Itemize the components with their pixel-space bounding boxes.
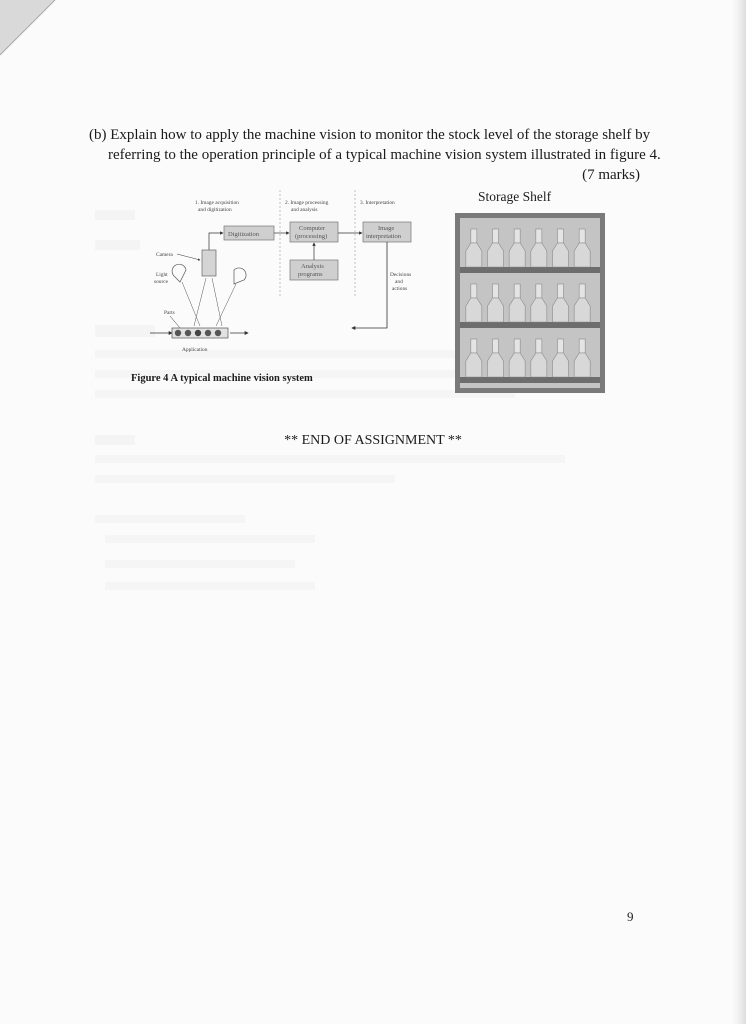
view-line-right: [212, 278, 222, 326]
question-line-2: referring to the operation principle of a typical machine vision system illustrated in figure 4.: [108, 147, 661, 163]
computer-label-line-1: Computer: [299, 225, 325, 232]
shelf-board-3: [460, 377, 600, 383]
stage-1-label-line-2: and digitization: [198, 207, 232, 213]
stage-1-label-line-1: 1. Image acquisition: [195, 200, 239, 206]
machine-vision-diagram: [130, 188, 430, 368]
camera-pointer: [177, 254, 200, 260]
arrow-camera-to-digitization: [209, 233, 223, 250]
question-marks: (7 marks): [582, 167, 640, 183]
view-line-left: [194, 278, 206, 326]
light-ray-left: [182, 282, 200, 326]
light-ray-right: [216, 284, 236, 326]
digitization-label: Digitization: [228, 231, 260, 238]
image-interpretation-label-line-1: Image: [378, 225, 395, 232]
stage-2-label-line-1: 2. Image processing: [285, 200, 329, 206]
light-source-label-line-2: source: [154, 279, 169, 285]
camera-icon: [202, 250, 216, 276]
light-source-label-line-1: Light: [156, 272, 168, 278]
decisions-label-line-2: and: [395, 279, 403, 285]
end-of-assignment: ** END OF ASSIGNMENT **: [284, 433, 462, 448]
shelf-board-2: [460, 322, 600, 328]
part-2-icon: [185, 330, 191, 336]
camera-label: Camera: [156, 252, 173, 258]
stage-3-label: 3. Interpretation: [360, 200, 395, 206]
analysis-programs-label-line-2: programs: [298, 271, 323, 278]
question-line-1: (b) Explain how to apply the machine vision to monitor the stock level of the storage shelf by: [89, 127, 651, 143]
page-corner-fold: [0, 0, 60, 60]
part-3-icon: [195, 330, 201, 336]
light-source-left-icon: [172, 264, 186, 282]
parts-label: Parts: [164, 310, 175, 316]
light-source-right-icon: [234, 268, 246, 284]
shelf-board-1: [460, 267, 600, 273]
analysis-programs-label-line-1: Analysis: [301, 263, 324, 270]
page-edge-shadow: [732, 0, 746, 1024]
decisions-label-line-1: Decisions: [390, 272, 412, 278]
computer-label-line-2: (processing): [295, 233, 328, 240]
parts-pointer: [170, 316, 180, 328]
application-label: Application: [182, 347, 208, 353]
figure-caption: Figure 4 A typical machine vision system: [131, 373, 313, 384]
arrow-decisions-feedback: [352, 242, 387, 328]
part-5-icon: [215, 330, 221, 336]
decisions-label-line-3: actions: [392, 286, 408, 292]
image-interpretation-label-line-2: interpretation: [366, 233, 402, 240]
part-4-icon: [205, 330, 211, 336]
stage-2-label-line-2: and analysis: [291, 207, 318, 213]
part-1-icon: [175, 330, 181, 336]
storage-shelf-title: Storage Shelf: [478, 189, 552, 204]
page-number: 9: [627, 909, 634, 924]
storage-shelf-illustration: [455, 213, 605, 393]
